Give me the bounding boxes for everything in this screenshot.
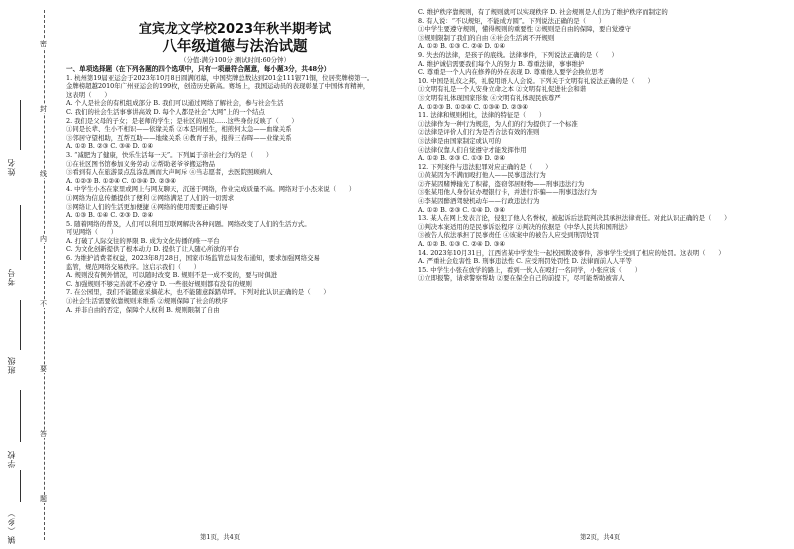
school-label: 学校 <box>7 450 16 468</box>
section-heading: 一、单项选择题（在下列各题的四个选项中，只有一项最符合题意，每小题3分，共48分） <box>66 65 331 73</box>
question-line: 11. 法律和规则相比，法律的特征是（ ） <box>418 111 546 120</box>
question-line: 7. 在公园里，我们不能随意采摘花木，也不能随意踩踏草坪。下列对此认识正确的是（ ） <box>66 288 330 297</box>
right-page <box>418 8 784 283</box>
question-line: C. 加强规则不够完善就不必遵守 D. 一些很好规则都有没有的规则 <box>66 279 252 288</box>
question-line: A. ①③ B. ①④ C. ②③ D. ②④ <box>66 211 154 220</box>
question-line: ②齐某因赌博输光了积蓄，盗窃邻居财物——刑事违法行为 <box>418 179 585 188</box>
question-line: 可见网络（ ） <box>66 228 118 237</box>
question-line: 金牌榜超越2010年广州亚运会的199枚，创造历史新高。赛场上，我国运动员的表现彰显了中国体育精神， <box>66 82 370 91</box>
question-line: C. 为文化创新提供了根本动力 D. 提供了让人随心所欲的平台 <box>66 245 240 254</box>
question-line: ③被告人依法承担了民事责任 ④该案中的被告人应受到刑罚处罚 <box>418 231 599 240</box>
left-page <box>66 8 404 314</box>
question-line: ①同是长辈、生小不相识——依缘关系 ②本是同根生，相煎何太急——血缘关系 <box>66 125 292 134</box>
question-line: 13. 某人在网上发表言论，侵犯了他人名誉权，被起诉后法院判决其承担法律责任。对此认识正确的是（ ） <box>418 214 731 223</box>
exam-number-field[interactable] <box>20 205 21 260</box>
question-line: A. 个人是社会的有机组成部分 B. 我们可以通过网络了解社会，参与社会生活 <box>66 99 284 108</box>
binding-margin <box>0 0 60 549</box>
question-line: 1. 杭州第19届亚运会于2023年10月8日圆满闭幕，中国奖牌总数达到201金111银71铜，位居奖牌榜第一。 <box>66 73 374 82</box>
question-line: A. 严重社会危害性 B. 刑事违法性 C. 应受刑罚处罚性 D. 法律面前人人平等 <box>418 257 632 266</box>
question-line: 监管，规范网络交易秩序。这启示我们（ ） <box>66 262 201 271</box>
question-line: 12. 下列案件与违法犯罪对应正确的是（ ） <box>418 162 552 171</box>
seal-char: 密 <box>40 40 47 48</box>
page-footer-right: 第2页，共4页 <box>580 533 621 541</box>
question-line: ④法律仅靠人们自觉遵守才能发挥作用 <box>418 145 527 154</box>
question-line: ③邻居守望相助，互帮互助——地缘关系 ④教育子孙，报得三春晖——业缘关系 <box>66 133 292 142</box>
question-line: A. 规则没有例外情况，可以随时改变 B. 规则不是一成不变的，要与时俱进 <box>66 271 278 280</box>
question-line: 10. 中国是礼仪之邦，礼貌用语人人会说。下列关于文明有礼说法正确的是（ ） <box>418 76 654 85</box>
question-line: C. 尊重是一个人内在修养的外在表现 D. 尊重他人要学会换位思考 <box>418 68 604 77</box>
question-line: ③规则限制了我们的自由 ④社会生活离不开规则 <box>418 33 555 42</box>
seal-char: 题 <box>40 495 47 503</box>
question-line: 2. 我们是父母的子女；是老师的学生；是社区的居民……这些身份反映了（ ） <box>66 116 298 125</box>
question-line: ①中学生要遵守规则，懂得规则的重要性 ②规则是自由的保障，要自觉遵守 <box>418 25 631 34</box>
question-line: ①判决本案适用的是民事诉讼程序 ②判决的依据是《中华人民共和国刑法》 <box>418 222 631 231</box>
question-line: ①法律作为一种行为规范，为人们的行为提供了一个标准 <box>418 119 578 128</box>
class-field[interactable] <box>20 300 21 350</box>
question-line: 5. 随着网络的普及，人们可以利用互联网解决各种问题。网络改变了人们的生活方式。 <box>66 219 311 228</box>
question-line: ④李某因醉酒驾驶机动车——行政违法行为 <box>418 197 540 206</box>
question-line: A. ①②③ B. ①②④ C. ①③④ D. ②③④ <box>418 102 528 111</box>
class-label: 班级 <box>7 356 16 374</box>
question-line: C. 维护秩序靠规则，有了规则就可以实现秩序 D. 社会规则是人们为了维护秩序而制定的 <box>418 8 668 16</box>
school-field[interactable] <box>20 390 21 442</box>
seal-char: 答 <box>40 430 47 438</box>
question-line: ③网络让人们的生活更加便捷 ④网络的使用需要正确引导 <box>66 202 228 211</box>
town-field[interactable] <box>20 470 21 502</box>
question-line: ①社会生活需要依靠规则来维系 ②规则保障了社会的秩序 <box>66 297 228 306</box>
question-line: ③文明有礼体现国家形象 ④文明有礼体现民族尊严 <box>418 93 561 102</box>
question-line: 9. 失去的法律，是孩子的底线。法律事件，下列说法正确的是（ ） <box>418 50 618 59</box>
question-line: A. ①② B. ①③ C. ②④ D. ③④ <box>418 240 506 249</box>
question-line: ③法律是由国家制定或认可的 <box>418 136 502 145</box>
question-line: A. ①② B. ①③ C. ②④ D. ①④ <box>418 42 506 51</box>
question-line: 这表明（ ） <box>66 90 111 99</box>
exam-subtitle: 八年级道德与法治试题 <box>162 39 308 55</box>
question-line: ①文明有礼是一个人安身立命之本 ②文明有礼促进社会和谐 <box>418 85 587 94</box>
seal-char: 要 <box>40 365 47 373</box>
question-line: 3. “减肥为了健康，快乐生活每一天”。下列属于亲社会行为的是（ ） <box>66 150 273 159</box>
seal-char: 内 <box>40 235 47 243</box>
question-line: ③看到有人在旅游景点乱涂乱画而大声呵斥 ④当志愿者，去医院照顾病人 <box>66 168 273 177</box>
seal-char: 封 <box>40 105 47 113</box>
question-line: ②法律是评价人们行为是否合法有效的准则 <box>418 128 540 137</box>
question-line: 6. 为维护消费者权益，2023年8月28日，国家市场监管总局发布通知，要求加强网络交易 <box>66 254 320 263</box>
question-line: 8. 有人说：“不以规矩，不能成方圆”。下列说法正确的是（ ） <box>418 16 606 25</box>
question-line: C. 我们的社会生活事事讲高效 D. 每个人都是社会“大网”上的一个结点 <box>66 107 265 116</box>
question-line: ①黄某因为不满而殴打他人——民事违法行为 <box>418 171 546 180</box>
name-field[interactable] <box>20 100 21 150</box>
seal-char: 不 <box>40 300 47 308</box>
question-line: 14. 2023年10月31日，江西省某中学发生一起校园欺凌事件，涉事学生受到了相应的处罚。这表明（ ） <box>418 248 725 257</box>
question-line: ①在社区图书馆参加义务劳动 ②帮助老爷爷搬运物品 <box>66 159 216 168</box>
question-line: 4. 中学生小杰在家里或网上与网友聊天，沉迷于网络，作业完成质量不高。网络对于小杰来说（ ） <box>66 185 356 194</box>
question-line: A. 维护诚信需要我们每个人的努力 B. 尊重法律，事事维护 <box>418 59 585 68</box>
question-list <box>66 74 404 315</box>
town-label: 镇（乡） <box>7 508 16 544</box>
seal-line <box>44 10 45 540</box>
page-footer-left: 第1页，共4页 <box>200 533 241 541</box>
question-line: A. ①② B. ②③ C. ①③ D. ②④ <box>418 154 506 163</box>
exam-title: 宜宾龙文学校2023年秋半期考试 <box>138 22 332 37</box>
question-line: 15. 中学生小张在放学的路上，看到一伙人在殴打一名同学，小张应该（ ） <box>418 265 642 274</box>
question-line: A. ①② B. ②③ C. ①④ D. ③④ <box>418 205 506 214</box>
question-line: ③张某用他人身份证办理银行卡，并进行诈骗——刑事违法行为 <box>418 188 597 197</box>
question-line: A. 并非自由的否定，保障个人权利 B. 规则限制了自由 <box>66 305 220 314</box>
question-list <box>418 8 784 283</box>
exam-info: （分值:满分100分 测试时间:60分钟） <box>180 56 290 64</box>
question-line: ①立即报警，请求警察帮助 ②要在保全自己的前提下，尽可能帮助被害人 <box>418 274 625 283</box>
seal-char: 线 <box>40 170 47 178</box>
name-label: 姓名 <box>7 158 16 176</box>
question-line: A. ①② B. ②③ C. ③④ D. ①④ <box>66 142 154 151</box>
question-line: ①网络为信息传播提供了便利 ②网络满足了人们的一切需求 <box>66 193 235 202</box>
question-line: A. 打破了人际交往的界限 B. 成为文化传播的唯一平台 <box>66 236 220 245</box>
question-line: A. ①②③ B. ①②④ C. ①③④ D. ②③④ <box>66 176 176 185</box>
exam-number-label: 考号 <box>7 268 16 286</box>
